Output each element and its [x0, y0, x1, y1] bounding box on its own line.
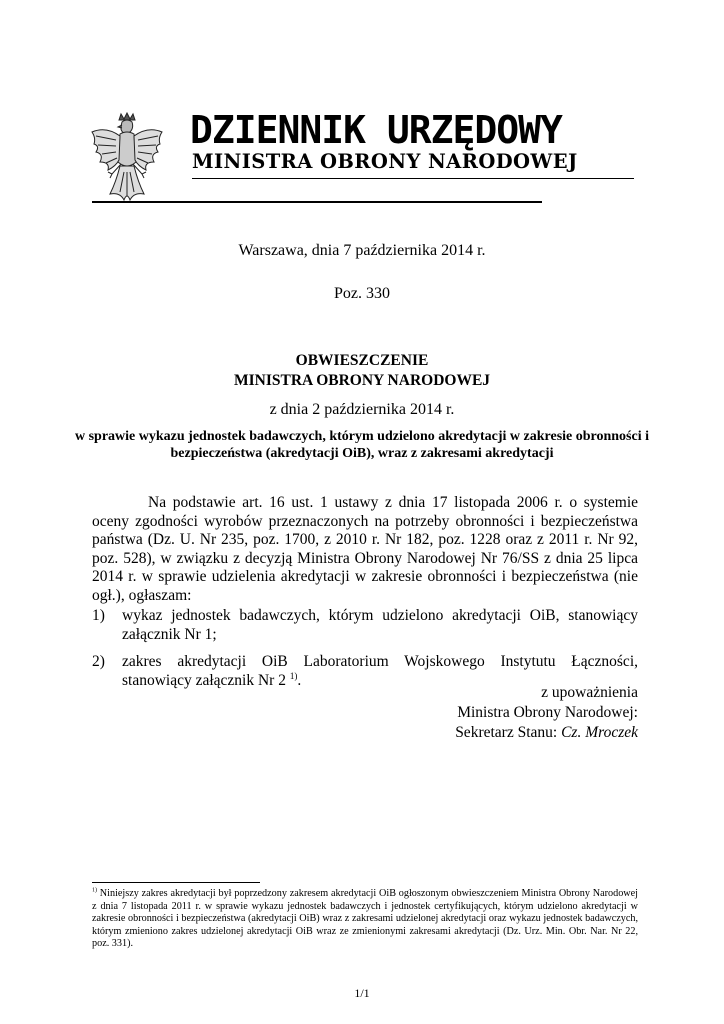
signature-line-signatory	[360, 723, 638, 743]
signature-line-authority: z upoważnienia	[541, 684, 638, 701]
header-rule	[192, 178, 634, 179]
footnote-marker: 1)	[92, 887, 97, 894]
position-number: Poz. 330	[334, 285, 390, 302]
footnote	[92, 888, 638, 951]
document-body	[92, 494, 638, 690]
journal-title: DZIENNIK URZĘDOWY	[190, 108, 562, 152]
place-date: Warszawa, dnia 7 października 2014 r.	[238, 242, 486, 259]
document-subject: w sprawie wykazu jednostek badawczych, którym udzielono akredytacji w zakresie obronności i bezpieczeństwa (akredytacji OiB), wraz z zakresami akredytacji	[75, 429, 649, 461]
footnote-text: Niniejszy zakres akredytacji był poprzedzony zakresem akredytacji OiB ogłoszonym obwieszczeniem Ministra Obrony Narodowej z dnia 7 listopada 2011 r. w sprawie wykazu jednostek badawczych i jednostek certyfikujących, którym udzielono akredytacji w zakresie obronności i bezpieczeństwa (akredytacji OiB) wraz z zakresami udzielonej akredytacji oraz wykazu jednostek badawczych, którym zmieniono zakres udzielonej akredytacji OiB wraz ze zmienionymi zakresami akredytacji (Dz. Urz. Min. Obr. Nar. Nr 22, poz. 331).	[92, 888, 638, 949]
list-item	[92, 607, 638, 644]
signatory-name: Cz. Mroczek	[561, 724, 638, 741]
list-item-suffix: .	[297, 671, 302, 689]
signature-line-minister: Ministra Obrony Narodowej:	[457, 704, 638, 721]
page-number: 1/1	[354, 986, 370, 1000]
document-issuer: MINISTRA OBRONY NARODOWEJ	[233, 372, 491, 389]
document-type: OBWIESZCZENIE	[295, 352, 429, 369]
list-item-number: 2)	[92, 653, 105, 670]
header-divider	[92, 201, 542, 203]
list-item-number: 1)	[92, 607, 105, 624]
document-date: z dnia 2 października 2014 r.	[269, 401, 455, 418]
footnote-separator	[92, 882, 260, 883]
signature-block	[360, 683, 638, 743]
body-paragraph: Na podstawie art. 16 ust. 1 ustawy z dnia 17 listopada 2006 r. o systemie oceny zgodności wyrobów przeznaczonych na potrzeby obronności i bezpieczeństwa państwa (Dz. U. Nr 235, poz. 1700, z 2010 r. Nr 182, poz. 1228 oraz z 2011 r. Nr 92, poz. 528), w związku z decyzją Ministra Obrony Narodowej Nr 76/SS z dnia 25 lipca 2014 r. w sprawie udzielenia akredytacji w zakresie obronności i bezpieczeństwa (nie ogł.), ogłaszam:	[92, 494, 638, 604]
list-item-text: wykaz jednostek badawczych, którym udzielono akredytacji OiB, stanowiący załącznik Nr 1;	[122, 607, 638, 643]
signatory-role: Sekretarz Stanu:	[455, 724, 562, 741]
journal-subtitle: MINISTRA OBRONY NARODOWEJ	[192, 150, 578, 173]
footnote-reference[interactable]: 1)	[289, 670, 298, 681]
list-item-text: zakres akredytacji OiB Laboratorium Wojskowego Instytutu Łączności, stanowiący załącznik Nr 2	[122, 653, 638, 689]
eagle-emblem-icon	[86, 112, 168, 208]
